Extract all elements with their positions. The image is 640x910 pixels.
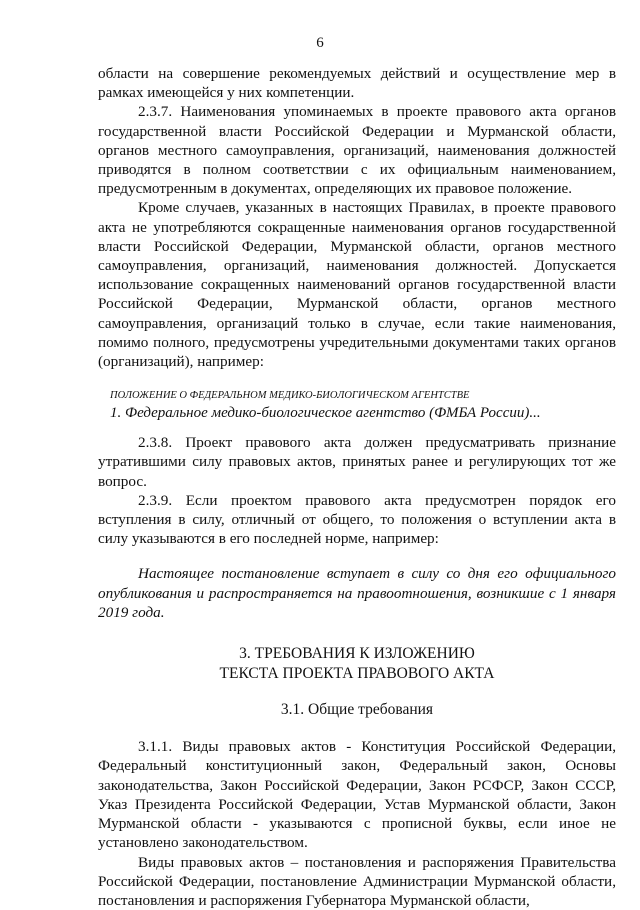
paragraph-2-3-8: 2.3.8. Проект правового акта должен предусматривать признание утратившими силу правовых актов, принятых ранее и регулирующих тот же вопрос. bbox=[98, 433, 616, 491]
example-heading: ПОЛОЖЕНИЕ О ФЕДЕРАЛЬНОМ МЕДИКО-БИОЛОГИЧЕСКОМ АГЕНТСТВЕ bbox=[98, 389, 616, 403]
document-body bbox=[98, 64, 616, 910]
section-title-line-1: 3. ТРЕБОВАНИЯ К ИЗЛОЖЕНИЮ bbox=[98, 644, 616, 664]
example-item: 1. Федеральное медико-биологическое агентство (ФМБА России)... bbox=[98, 403, 616, 423]
page-number: 6 bbox=[0, 35, 640, 52]
section-title-line-2: ТЕКСТА ПРОЕКТА ПРАВОВОГО АКТА bbox=[98, 664, 616, 684]
subsection-title: 3.1. Общие требования bbox=[98, 700, 616, 719]
paragraph-abbreviations: Кроме случаев, указанных в настоящих Правилах, в проекте правового акта не употребляются сокращенные наименования органов государственной власти Российской Федерации, Мурманской области, органов местного самоуправления, организаций, наименования должностей. Допускается использование сокращенных наименований органов государственной власти Российской Федерации, Мурманской области, органов местного самоуправления, организаций только в случае, если такие наименования, помимо полного, предусмотрены учредительными документами таких органов (организаций), например: bbox=[98, 198, 616, 371]
paragraph-act-types: Виды правовых актов – постановления и распоряжения Правительства Российской Федерации, постановление Администрации Мурманской области, постановления и распоряжения Губернатора Мурманской области, bbox=[98, 853, 616, 910]
example-entry-into-force: Настоящее постановление вступает в силу со дня его официального опубликования и распространяется на правоотношения, возникшие с 1 января 2019 года. bbox=[98, 564, 616, 622]
paragraph-3-1-1: 3.1.1. Виды правовых актов - Конституция Российской Федерации, Федеральный конституционный закон, Федеральный закон, Основы законодательства, Закон Российской Федерации, Закон РСФСР, Закон СССР, Указ Президента Российской Федерации, Устав Мурманской области, Закон Мурманской области - указываются с прописной буквы, если иное не установлено законодательством. bbox=[98, 737, 616, 852]
paragraph-2-3-9: 2.3.9. Если проектом правового акта предусмотрен порядок его вступления в силу, отличный от общего, то положения о вступлении акта в силу указываются в его последней норме, например: bbox=[98, 491, 616, 549]
paragraph-continuation: области на совершение рекомендуемых действий и осуществление мер в рамках имеющейся у них компетенции. bbox=[98, 64, 616, 102]
paragraph-2-3-7: 2.3.7. Наименования упоминаемых в проекте правового акта органов государственной власти Российской Федерации и Мурманской области, органов местного самоуправления, организаций, наименования должностей приводятся в полном соответствии с их официальным наименованием, предусмотренным в документах, определяющих их правовое положение. bbox=[98, 102, 616, 198]
